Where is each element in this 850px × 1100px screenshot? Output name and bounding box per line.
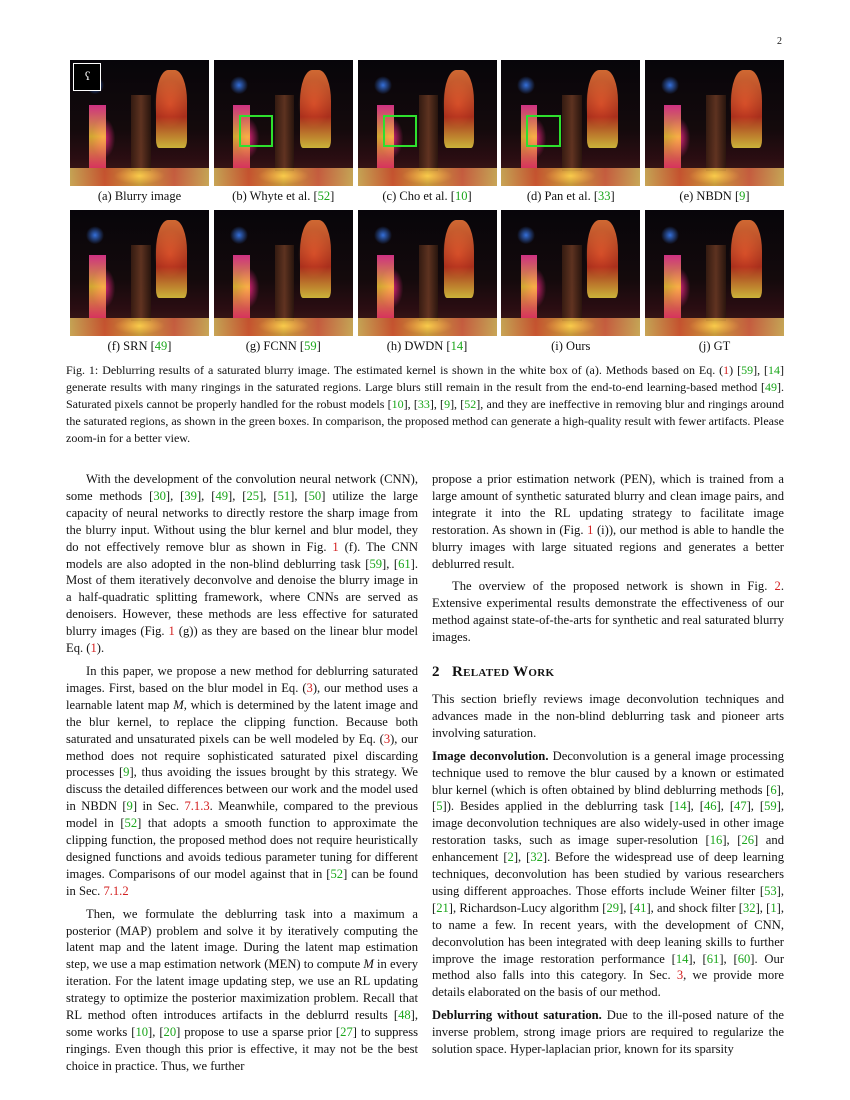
- section-number: 2: [432, 664, 440, 681]
- figure-panel-j: [645, 210, 784, 360]
- figure-panel-g: [214, 210, 353, 360]
- green-box: [526, 115, 561, 147]
- green-box: [383, 115, 418, 147]
- left-column: [66, 471, 418, 1081]
- pan-result-thumbnail: [501, 60, 640, 186]
- panel-caption: (j) GT: [698, 339, 731, 353]
- kernel-box: [73, 63, 101, 91]
- nbdn-result-thumbnail: [645, 60, 784, 186]
- panel-caption: (f) SRN [49]: [107, 339, 172, 353]
- figure-panel-h: [358, 210, 497, 360]
- figure-panel-f: [70, 210, 209, 360]
- run-in-heading: Image deconvolution.: [432, 748, 549, 763]
- figure-row-2: [70, 210, 784, 360]
- figure-caption: Fig. 1: Deblurring results of a saturated blurry image. The estimated kernel is shown in the white box of (a). Methods based on Eq. (1) [59], [14] generate results with many ringings in the saturated regions. Large blurs still remain in the result from the end-to-end learning-based method [49]. Saturated pixels cannot be properly handled for the robust models [10], [33], [9], [52], and they are ineffective in removing blur and ringings around the saturated regions, as shown in the green boxes. In comparison, the proposed method can generate a high-quality result with fewer artifacts. Please zoom-in for a better view.: [66, 363, 784, 445]
- run-in-heading: Deblurring without saturation.: [432, 1008, 602, 1023]
- section-title: Related Work: [451, 664, 555, 681]
- panel-caption: (b) Whyte et al. [52]: [232, 189, 335, 203]
- panel-caption: (h) DWDN [14]: [386, 339, 468, 353]
- panel-caption: (a) Blurry image: [97, 189, 182, 203]
- paragraph: With the development of the convolution neural network (CNN), some methods [30], [39], [49], [25], [51], [50] utilize the large capacity of neural networks to directly restore the sharp image from the blurry input. Without using the blur kernel and blur model, they do not effectively remove blur as shown in Fig. 1 (f). The CNN models are also adopted in the non-blind deblurring task [59], [61]. Most of them iteratively deconvolve and denoise the blurry image in a half-quadratic splitting framework, where CNNs are served as denoisers. However, these methods are less effective for saturated blurry images (Fig. 1 (g)) as they are based on the linear blur model Eq. (1).: [66, 472, 418, 656]
- paragraph: In this paper, we propose a new method for deblurring saturated images. First, based on the blur model in Eq. (3), our method uses a learnable latent map M, which is determined by the latent image and the blur kernel, to replace the clipping function. Because both saturated and unsaturated pixels can be well modeled by Eq. (3), our method does not require sophisticated saturated pixel discarding processes [9], thus avoiding the issues brought by this strategy. We discuss the detailed differences between our work and the model used in NBDN [9] in Sec. 7.1.3. Meanwhile, compared to the previous model in [52] that adopts a smooth function to approximate the clipping function, the proposed method does not require heuristically designed functions and avoids tedious parameter tuning for different images. Comparisons of our model against that in [52] can be found in Sec. 7.1.2: [66, 663, 419, 898]
- panel-caption: (c) Cho et al. [10]: [382, 189, 472, 203]
- figure-panel-i: [501, 210, 640, 360]
- figure-1: [70, 60, 784, 360]
- blurry-image-thumbnail: [70, 60, 209, 186]
- fcnn-result-thumbnail: [214, 210, 353, 336]
- paragraph: Then, we formulate the deblurring task into a maximum a posterior (MAP) problem and solve it by iteratively computing the latent map and the latent image. During the latent map estimation step, we use a map estimation network (MEN) to compute M in every iteration. For the latent image updating step, we use an RL updating strategy to optimize the posterior maximization problem. Recall that RL method often introduces artifacts in the deblurrd results [48], some works [10], [20] propose to use a sparse prior [27] to suppress ringings. Even though this prior is effective, it may not be the best choice in practice. Thus, we further: [66, 906, 419, 1073]
- panel-caption: (g) FCNN [59]: [245, 339, 321, 353]
- srn-result-thumbnail: [70, 210, 209, 336]
- page-number: 2: [777, 36, 782, 47]
- paragraph: propose a prior estimation network (PEN), which is trained from a large amount of synthetic saturated blurry and clean image pairs, and integrate it into the RL updating strategy to facilitate image restoration. As shown in (Fig. 1 (i)), our method is able to handle the blurry images with large situated regions and generates a better deblurred result.: [432, 472, 784, 571]
- whyte-result-thumbnail: [214, 60, 353, 186]
- figure-panel-e: [645, 60, 784, 210]
- figure-row-1: [70, 60, 784, 210]
- paragraph: Deblurring without saturation. Due to the ill-posed nature of the inverse problem, strong image priors are required to regularize the solution space. Hyper-laplacian prior, known for its sparsity: [432, 1008, 784, 1057]
- paragraph: The overview of the proposed network is shown in Fig. 2. Extensive experimental results demonstrate the effectiveness of our method against state-of-the-arts for synthetic and real saturated blurry images.: [432, 579, 784, 645]
- dwdn-result-thumbnail: [358, 210, 497, 336]
- figure-panel-d: [501, 60, 640, 210]
- panel-caption: (i) Ours: [551, 339, 591, 353]
- panel-caption: (d) Pan et al. [33]: [526, 189, 615, 203]
- panel-caption: (e) NBDN [9]: [679, 189, 750, 203]
- paragraph: This section briefly reviews image deconvolution techniques and advances made in the non-blind deblurring task and pioneer arts involving saturation.: [432, 691, 784, 740]
- figure-panel-b: [214, 60, 353, 210]
- right-column: [432, 471, 784, 1064]
- kernel-glyph: ʕ: [85, 69, 91, 83]
- section-heading: [432, 664, 784, 681]
- paragraph: Image deconvolution. Deconvolution is a general image processing technique used to remove the blur caused by a known or estimated blur kernel (which is often obtained by blind deblurring methods [6], [5]). Besides applied in the deblurring task [14], [46], [47], [59], image deconvolution techniques are also widely-used in other image restoration tasks, such as image super-resolution [16], [26] and enhancement [2], [32]. Before the widespread use of deep learning techniques, deconvolution has been studied by various researchers using different approaches. Those efforts include Weiner filter [53], [21], Richardson-Lucy algorithm [29], [41], and shock filter [32], [1], to name a few. In recent years, with the development of CNN, deconvolution has been integrated with deep leaning skills to further improve the image restoration performance [14], [61], [60]. Our method also falls into this category. In Sec. 3, we provide more details elaborated on the basis of our method.: [432, 748, 785, 1000]
- figure-panel-a: [70, 60, 209, 210]
- cho-result-thumbnail: [358, 60, 497, 186]
- green-box: [239, 115, 274, 147]
- ours-result-thumbnail: [501, 210, 640, 336]
- figure-panel-c: [358, 60, 497, 210]
- ground-truth-thumbnail: [645, 210, 784, 336]
